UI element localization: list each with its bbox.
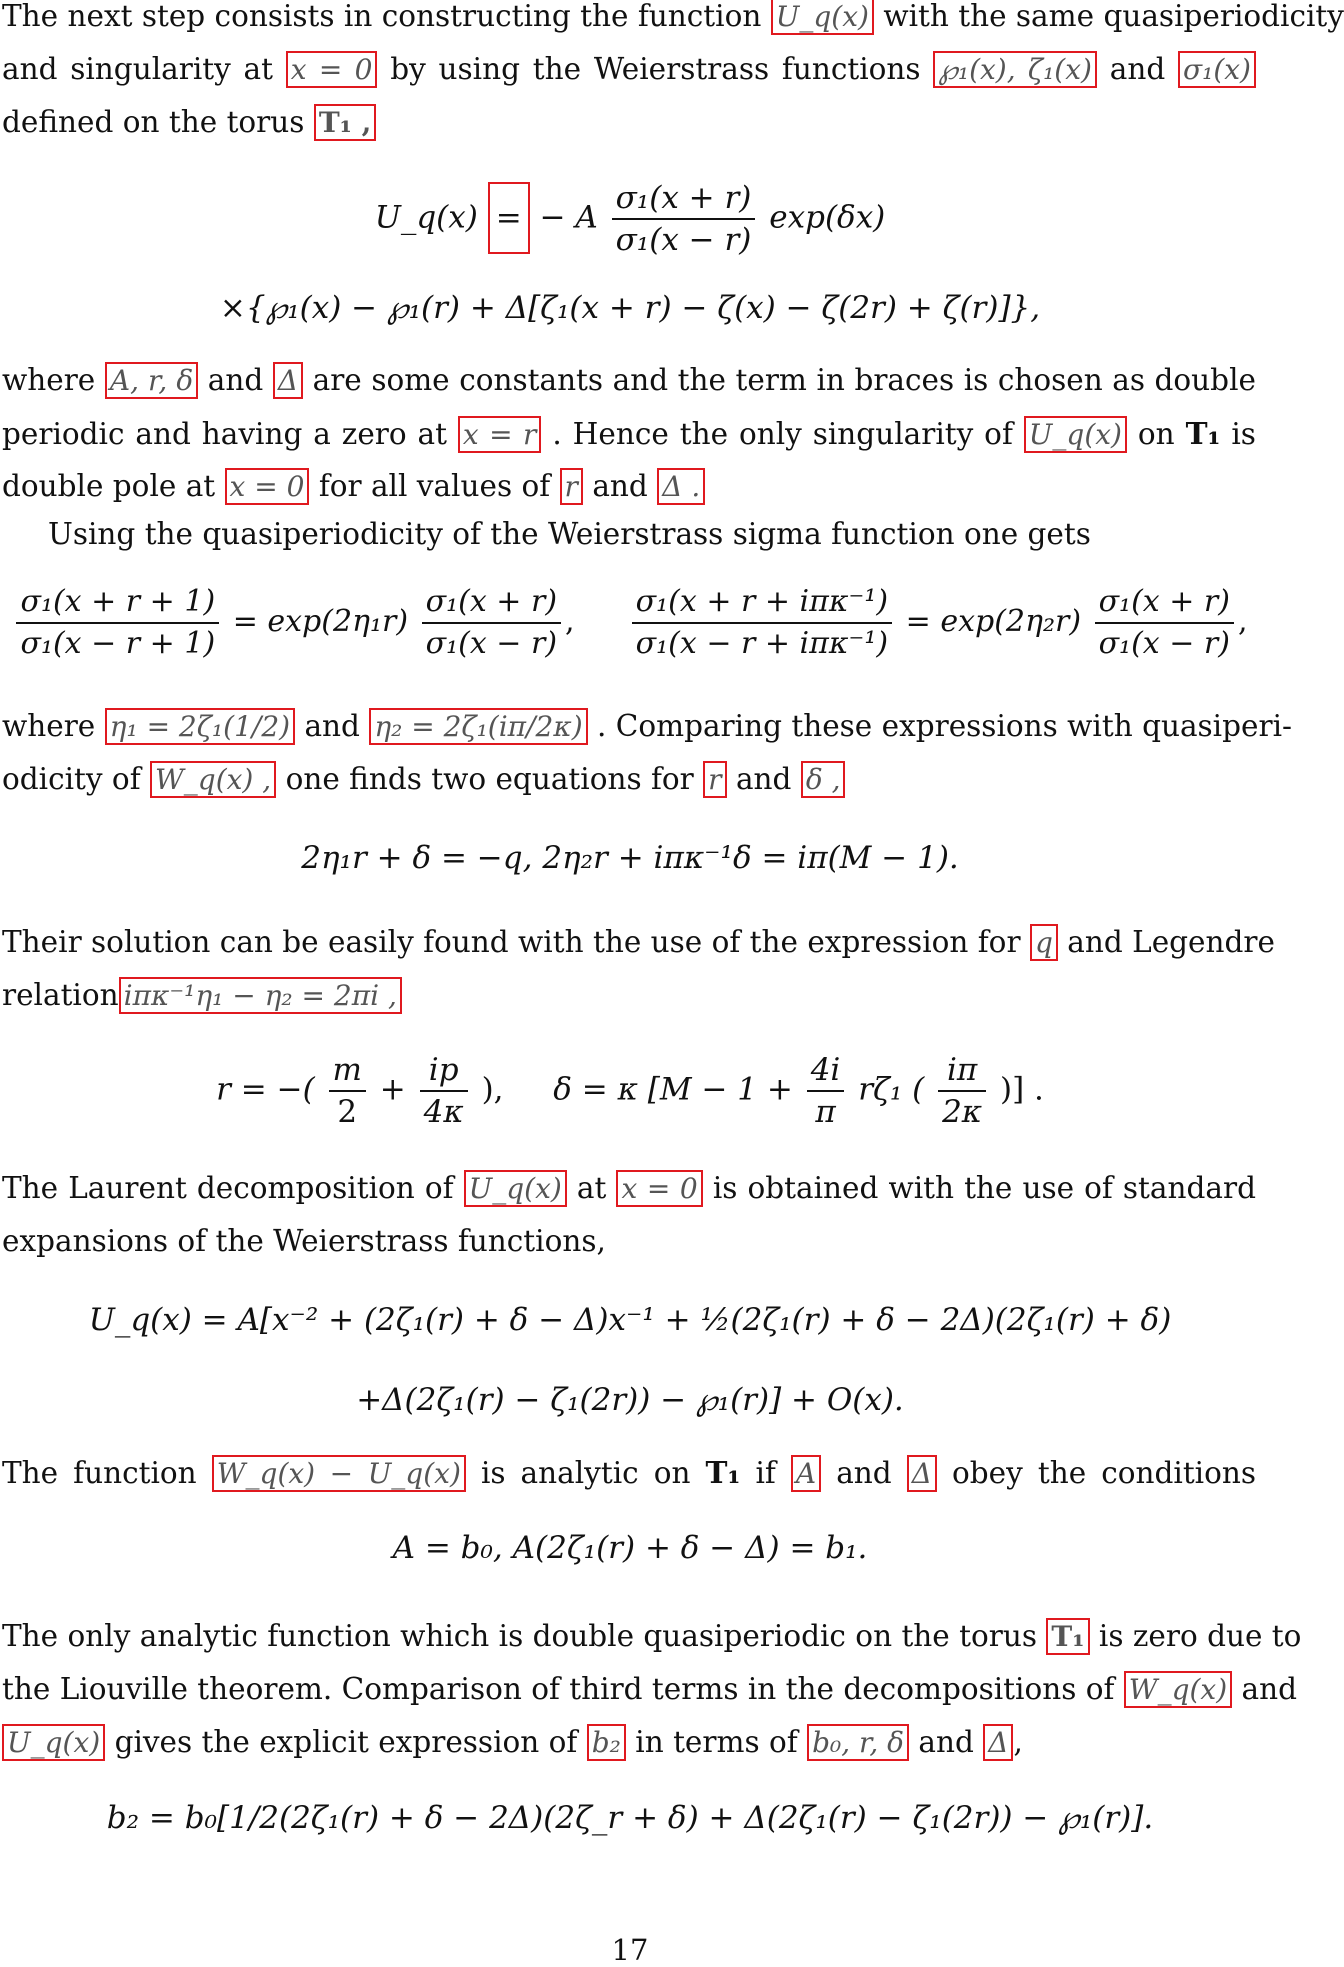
- eq4-n2: ip: [420, 1050, 468, 1092]
- text: and: [592, 469, 648, 503]
- eq4-n1: m: [329, 1050, 366, 1092]
- paragraph-3: [2, 508, 1256, 561]
- text: The only analytic function which is double quasiperiodic on the torus: [2, 1619, 1037, 1653]
- p2-line-2: [2, 407, 1256, 460]
- equation-6: [0, 1530, 1260, 1566]
- math-q: q: [1030, 924, 1058, 961]
- eq2-n1: σ₁(x + r + 1): [16, 582, 219, 624]
- eq2-n4: σ₁(x + r): [1095, 582, 1234, 624]
- math-delta: Δ: [983, 1724, 1013, 1761]
- page-number: 17: [611, 1933, 649, 1967]
- text: and: [1241, 1672, 1298, 1706]
- eq7-text: b₂ = b₀[1/2(2ζ₁(r) + δ − 2Δ)(2ζ_r + δ) + Δ(2ζ₁(r) − ζ₁(2r)) − ℘₁(r)].: [106, 1800, 1154, 1836]
- eq4-frac-2: [420, 1050, 468, 1132]
- paragraph-5: [2, 916, 1275, 1022]
- eq1-coef: − A: [539, 199, 598, 236]
- text: and Legendre: [1067, 925, 1275, 959]
- text: is zero due to: [1098, 1619, 1302, 1653]
- eq1-lhs: U_q(x): [374, 199, 478, 236]
- p5-line-1: [2, 916, 1275, 969]
- eq1-fraction: [612, 178, 756, 260]
- text: the Liouville theorem. Comparison of third terms in the decompositions of: [2, 1672, 1115, 1706]
- math-wq-minus-uq: W_q(x) − U_q(x): [212, 1455, 466, 1492]
- eq4-r-end: ),: [481, 1071, 504, 1108]
- math-eta1: η₁ = 2ζ₁(1/2): [105, 708, 295, 745]
- text: and: [1109, 52, 1166, 86]
- eq1-line2: ×{℘₁(x) − ℘₁(r) + Δ[ζ₁(x + r) − ζ(x) − ζ(2r) + ζ(r)]},: [219, 290, 1041, 326]
- math-r: r: [703, 761, 726, 798]
- eq5-line2: +Δ(2ζ₁(r) − ζ₁(2r)) − ℘₁(r)] + O(x).: [356, 1382, 904, 1418]
- p2-line-1: [2, 354, 1256, 407]
- text: for all values of: [318, 469, 551, 503]
- text: odicity of: [2, 762, 141, 796]
- text: defined on the torus: [2, 105, 305, 139]
- eq4-d3: π: [815, 1094, 836, 1130]
- text: Their solution can be easily found with the use of the expression for: [2, 925, 1021, 959]
- eq6-text: A = b₀, A(2ζ₁(r) + δ − Δ) = b₁.: [392, 1530, 868, 1566]
- eq4-frac-1: [329, 1050, 366, 1132]
- p1-line-2: [2, 43, 1256, 96]
- text: where: [2, 709, 96, 743]
- text: by using the Weierstrass functions: [390, 52, 921, 86]
- math-torus: T₁: [1046, 1618, 1089, 1655]
- eq3-text: 2η₁r + δ = −q, 2η₂r + iπκ⁻¹δ = iπ(M − 1).: [301, 840, 959, 876]
- math-delta-small: δ ,: [801, 761, 846, 798]
- text: if: [755, 1456, 776, 1490]
- equation-7: [0, 1800, 1260, 1836]
- p8-line-2: [2, 1663, 1298, 1716]
- math-r: r: [560, 468, 583, 505]
- equation-5: [0, 1302, 1260, 1338]
- text: and: [836, 1456, 892, 1490]
- eq4-frac-4: [938, 1050, 986, 1132]
- text: obey the conditions: [952, 1456, 1257, 1490]
- equation-4: [0, 1050, 1260, 1132]
- eq2-n3: σ₁(x + r + iπκ⁻¹): [632, 582, 892, 624]
- text: ,: [1013, 1725, 1023, 1759]
- math-torus: T₁: [1185, 416, 1221, 451]
- math-x0: x = 0: [225, 468, 310, 505]
- equation-3: [0, 840, 1260, 876]
- eq2-mid1: = exp(2η₁r): [232, 604, 409, 639]
- text: and: [304, 709, 360, 743]
- equation-1-line-2: [0, 290, 1260, 326]
- text: periodic and having a zero at: [2, 417, 447, 451]
- eq4-d2: 4κ: [423, 1094, 464, 1130]
- text: and: [207, 363, 264, 397]
- text: is: [1231, 417, 1256, 451]
- text: The next step consists in constructing the function: [2, 0, 762, 33]
- eq2-frac-1: [16, 582, 219, 664]
- p8-line-1: [2, 1610, 1302, 1663]
- paragraph-4: [2, 700, 1292, 806]
- paragraph-6: [2, 1162, 1256, 1268]
- text: gives the explicit expression of: [114, 1725, 578, 1759]
- eq4-d4: 2κ: [942, 1094, 983, 1130]
- text: relation: [2, 978, 119, 1012]
- math-eta2: η₂ = 2ζ₁(iπ/2κ): [369, 708, 587, 745]
- math-torus: T₁: [705, 1455, 741, 1490]
- text: are some constants and the term in braces is chosen as double: [312, 363, 1256, 397]
- text: is analytic on: [480, 1456, 691, 1490]
- p4-line-2: [2, 753, 1256, 806]
- text: and: [918, 1725, 974, 1759]
- eq2-n2: σ₁(x + r): [422, 582, 561, 624]
- math-uq: U_q(x): [2, 1724, 105, 1761]
- math-wq: W_q(x) ,: [150, 761, 276, 798]
- math-legendre: iπκ⁻¹η₁ − η₂ = 2πi ,: [119, 977, 402, 1014]
- math-uq: U_q(x): [771, 0, 874, 35]
- p7-line-1: [2, 1446, 1256, 1499]
- text: one finds two equations for: [285, 762, 694, 796]
- math-x-eq-r: x = r: [458, 416, 542, 453]
- math-delta: Δ: [907, 1455, 937, 1492]
- math-x0: x = 0: [286, 51, 378, 88]
- math-delta: Δ: [273, 362, 303, 399]
- equation-2: $\frac{\text{σ₁(x + r + 1)}}{\text{σ₁(x − r + 1)}}$ = exp(2η₁r) $\frac{\text{σ₁(x + r)}}{\text{σ₁(x − r)}}$ , $\frac{\text{σ₁(x + r + iπκ⁻¹)}}{\text{σ₁(x − r + iπκ⁻¹)}}$ = exp(2η₂r) $\frac{\text{σ₁(x + r)}}{\text{σ₁(x − r)}}$ ,: [0, 582, 1260, 664]
- p6-line-2: expansions of the Weierstrass functions,: [2, 1224, 606, 1258]
- text: double pole at: [2, 469, 216, 503]
- eq4-n3: 4i: [807, 1050, 845, 1092]
- text: . Hence the only singularity of: [552, 417, 1013, 451]
- eq4-delta: δ = κ [M − 1 +: [553, 1071, 793, 1108]
- math-b2: b₂: [587, 1724, 626, 1761]
- math-delta: Δ .: [657, 468, 705, 505]
- eq4-frac-3: [807, 1050, 845, 1132]
- equation-5-line-2: [0, 1382, 1260, 1418]
- eq4-mid: rζ₁ (: [858, 1071, 925, 1108]
- eq1-den: σ₁(x − r): [615, 222, 752, 258]
- p2-line-3: [2, 460, 1256, 513]
- math-uq: U_q(x): [464, 1170, 567, 1207]
- eq2-frac-3: [632, 582, 892, 664]
- eq4-r-lhs: r = −(: [216, 1071, 315, 1108]
- eq2-d3: σ₁(x − r + iπκ⁻¹): [635, 626, 889, 661]
- text: and singularity at: [2, 52, 273, 86]
- math-sigma: σ₁(x): [1178, 51, 1256, 88]
- text: in terms of: [635, 1725, 798, 1759]
- math-A: A: [791, 1455, 821, 1492]
- eq4-d1: 2: [337, 1094, 358, 1130]
- text: . Comparing these expressions with quasiperi-: [597, 709, 1292, 743]
- eq2-d4: σ₁(x − r): [1098, 626, 1230, 661]
- math-torus: T₁ ,: [314, 104, 377, 141]
- eq2-frac-4: [1095, 582, 1234, 664]
- eq2-d2: σ₁(x − r): [425, 626, 558, 661]
- paragraph-7: [2, 1446, 1256, 1499]
- math-x0: x = 0: [616, 1170, 702, 1207]
- p1-line-1: [2, 0, 1344, 43]
- eq4-plus: +: [379, 1071, 406, 1108]
- text: The Laurent decomposition of: [2, 1171, 454, 1205]
- text: on: [1137, 417, 1175, 451]
- math-b0-r-delta: b₀, r, δ: [807, 1724, 909, 1761]
- eq2-frac-2: [422, 582, 561, 664]
- text: with the same quasiperiodicity: [883, 0, 1344, 33]
- p8-line-3: [2, 1716, 1256, 1769]
- eq1-num: σ₁(x + r): [612, 178, 756, 220]
- text: where: [2, 363, 96, 397]
- math-wq: W_q(x): [1124, 1671, 1232, 1708]
- eq1-equals: =: [488, 182, 530, 254]
- text: at: [576, 1171, 607, 1205]
- eq4-n4: iπ: [938, 1050, 986, 1092]
- p4-line-1: [2, 700, 1292, 753]
- p6-line-1: [2, 1162, 1256, 1215]
- paragraph-2: [2, 354, 1256, 513]
- eq2-mid2: = exp(2η₂r): [905, 604, 1082, 639]
- text: is obtained with the use of standard: [712, 1171, 1256, 1205]
- eq5-line1: U_q(x) = A[x⁻² + (2ζ₁(r) + δ − Δ)x⁻¹ + ½(2ζ₁(r) + δ − 2Δ)(2ζ₁(r) + δ): [88, 1302, 1172, 1338]
- math-constants: A, r, δ: [105, 362, 198, 399]
- math-uq: U_q(x): [1024, 416, 1127, 453]
- eq2-d1: σ₁(x − r + 1): [20, 626, 216, 661]
- paragraph-1: [2, 0, 1344, 149]
- math-weierstrass: ℘₁(x), ζ₁(x): [933, 51, 1097, 88]
- eq4-end: )] .: [999, 1071, 1044, 1108]
- p1-line-3: [2, 96, 1256, 149]
- equation-1: [0, 178, 1260, 260]
- p5-line-2: [2, 969, 1256, 1022]
- eq1-tail: exp(δx): [769, 199, 886, 236]
- text: and: [735, 762, 792, 796]
- p3-text: Using the quasiperiodicity of the Weierstrass sigma function one gets: [48, 517, 1091, 551]
- paragraph-8: [2, 1610, 1302, 1769]
- text: The function: [2, 1456, 197, 1490]
